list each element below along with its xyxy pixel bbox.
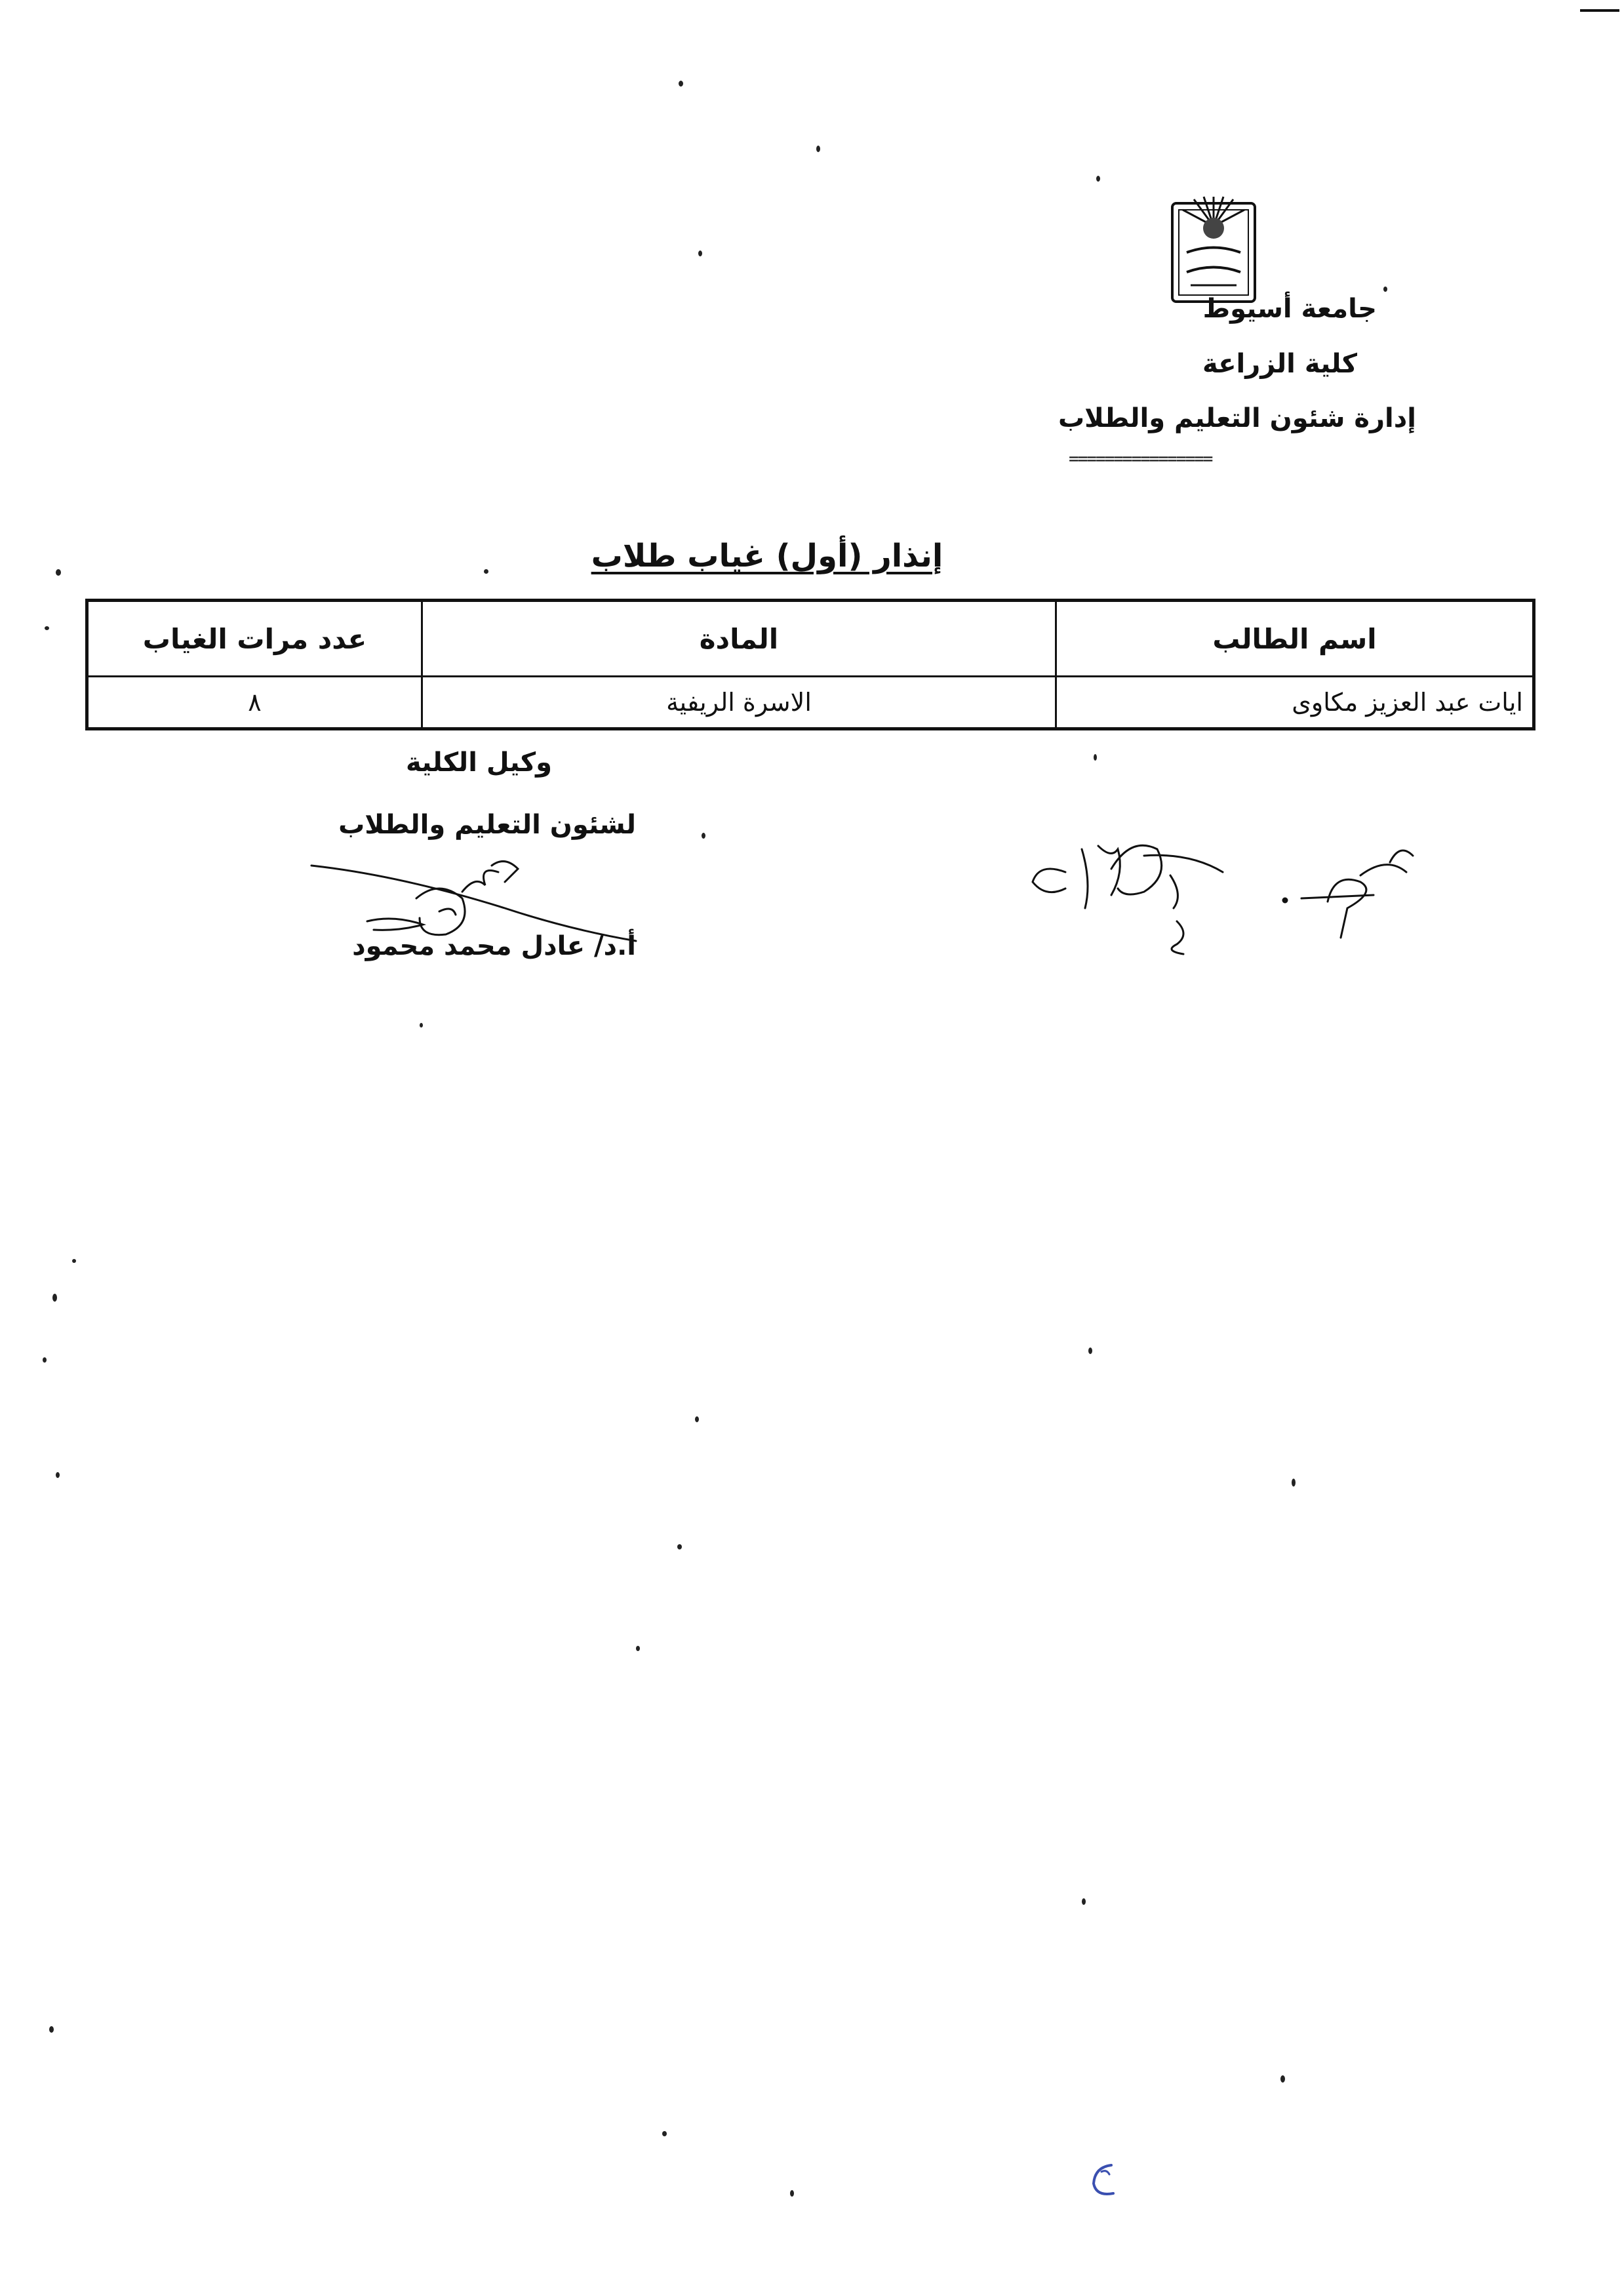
- scan-speck: [790, 2190, 794, 2197]
- signatory-title-line1: وكيل الكلية: [406, 748, 552, 778]
- scan-speck: [43, 1357, 47, 1363]
- scan-speck: [484, 569, 488, 574]
- scan-speck: [1094, 754, 1097, 761]
- scan-speck: [1292, 1479, 1296, 1487]
- scan-speck: [1280, 2075, 1285, 2083]
- scan-speck: [702, 833, 705, 839]
- letterhead: [1036, 177, 1416, 485]
- handwritten-annotation: [1020, 810, 1478, 961]
- dean-handwritten-signature: [308, 852, 649, 957]
- university-logo: [1164, 190, 1263, 308]
- document-title: إنذار (أول) غياب طلاب: [591, 538, 943, 574]
- scan-speck: [52, 1294, 57, 1302]
- header-absence-count: عدد مرات الغياب: [87, 601, 422, 677]
- cell-absence-count: ٨: [87, 677, 422, 729]
- scan-edge-mark: [1580, 9, 1619, 12]
- scan-speck: [49, 2026, 54, 2033]
- scan-speck: [695, 1416, 699, 1422]
- scan-speck: [56, 1472, 60, 1478]
- scan-speck: [1088, 1347, 1092, 1354]
- scan-speck: [679, 81, 683, 87]
- signatory-title-line2: لشئون التعليم والطلاب: [338, 810, 636, 840]
- header-subject: المادة: [422, 601, 1056, 677]
- table-row: [87, 677, 1534, 729]
- department-name: إدارة شئون التعليم والطلاب: [1058, 403, 1416, 433]
- scan-speck: [677, 1544, 682, 1549]
- signatory-name: أ.د/ عادل محمد محمود: [352, 931, 636, 961]
- scan-speck: [662, 2131, 667, 2136]
- header-rule: ================: [1069, 449, 1212, 469]
- scan-speck: [72, 1259, 76, 1263]
- scan-speck: [816, 146, 820, 152]
- header-student-name: اسم الطالب: [1056, 601, 1534, 677]
- faculty-name: كلية الزراعة: [1202, 349, 1357, 379]
- blue-ink-mark: [1082, 2157, 1128, 2203]
- scan-speck: [420, 1023, 423, 1028]
- scan-speck: [45, 626, 49, 630]
- scan-speck: [636, 1646, 640, 1651]
- scan-speck: [1082, 1898, 1086, 1905]
- cell-student-name: ايات عبد العزيز مكاوى: [1056, 677, 1534, 729]
- table-header-row: [87, 601, 1534, 677]
- university-name: جامعة أسيوط: [1202, 294, 1377, 324]
- scan-speck: [56, 569, 61, 576]
- scan-speck: [698, 250, 702, 256]
- absence-table: [85, 599, 1535, 730]
- cell-subject: الاسرة الريفية: [422, 677, 1056, 729]
